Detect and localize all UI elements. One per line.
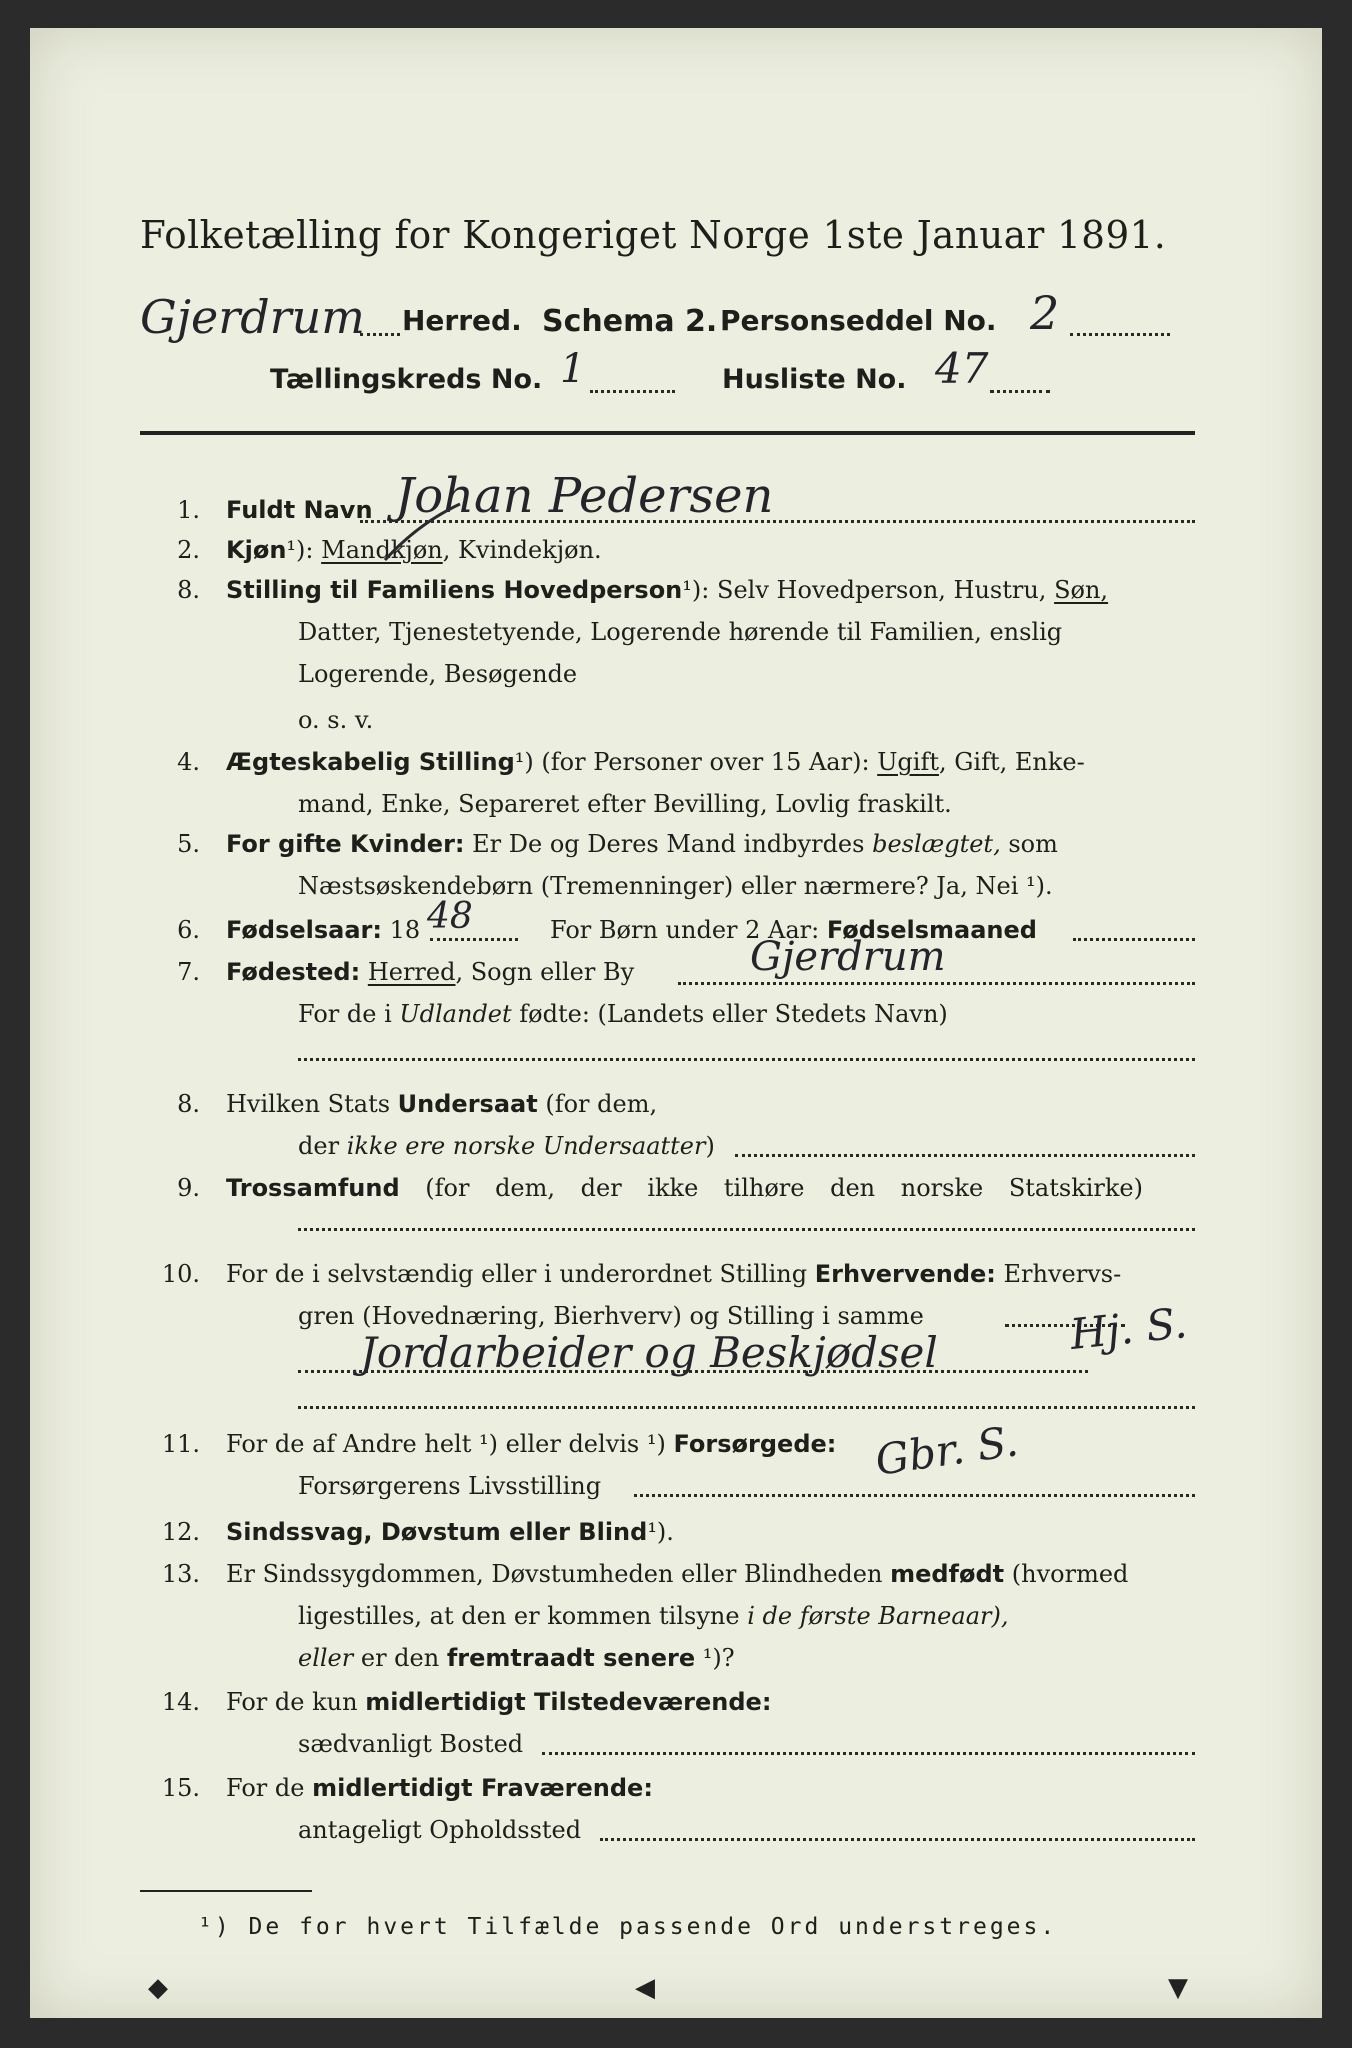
- q15-line2: antageligt Opholdssted: [298, 1816, 582, 1844]
- q14-dots: [542, 1752, 1195, 1755]
- census-form-page: [30, 28, 1322, 2018]
- q2-number: 2.: [177, 536, 200, 564]
- footnote: ¹) De for hvert Tilfælde passende Ord understreges.: [198, 1914, 1058, 1940]
- q15-line1b: midlertidigt Fraværende:: [312, 1774, 653, 1802]
- q4-option-selected: Ugift: [877, 748, 939, 776]
- q13-line1a: Er Sindssygdommen, Døvstumheden eller Blindheden: [226, 1560, 883, 1588]
- q1-answer: Johan Pedersen: [395, 468, 774, 524]
- q13-line1b: medfødt: [890, 1560, 1005, 1588]
- schema-label: Schema 2.: [542, 304, 718, 339]
- q13-line3b: er den: [360, 1644, 440, 1672]
- q2-rest: , Kvindekjøn.: [442, 536, 602, 564]
- q13-line2a: ligestilles, at den er kommen tilsyne: [298, 1602, 740, 1630]
- herred-value: Gjerdrum: [140, 290, 365, 344]
- q11-line1b: Forsørgede:: [673, 1430, 837, 1458]
- q12-rest: ¹).: [647, 1518, 674, 1546]
- q11-line1a: For de af Andre helt ¹) eller delvis ¹): [226, 1430, 666, 1458]
- q7-dots: [678, 982, 1195, 985]
- q8-line1b: Undersaat: [397, 1090, 538, 1118]
- q8-number: 8.: [177, 1090, 200, 1118]
- q10-number: 10.: [161, 1260, 200, 1288]
- q9-rest: (for dem, der ikke tilhøre den norske Statskirke): [425, 1174, 1143, 1202]
- q5-line2: Næstsøskendebørn (Tremenninger) eller nærmere? Ja, Nei ¹).: [298, 872, 1053, 900]
- form-title: Folketælling for Kongeriget Norge 1ste Januar 1891.: [140, 213, 1167, 257]
- q7-line2b: Udlandet: [399, 1000, 512, 1028]
- q6-number: 6.: [177, 916, 200, 944]
- q2-label: Kjøn: [226, 536, 287, 564]
- q3-line3: Logerende, Besøgende: [298, 660, 578, 688]
- q11-line2: Forsørgerens Livsstilling: [298, 1472, 602, 1500]
- q10-dots-answer: [298, 1370, 1088, 1373]
- q8-line2c: ): [705, 1132, 715, 1160]
- q5-line1b: beslægtet,: [872, 830, 1001, 858]
- q13-line3d: ¹)?: [702, 1644, 735, 1672]
- q6-mid: For Børn under 2 Aar:: [550, 916, 820, 944]
- q4-label: Ægteskabelig Stilling: [226, 748, 515, 776]
- q1-dots: [360, 520, 1195, 523]
- q7-option-selected: Herred: [367, 958, 456, 986]
- q8-line1c: (for dem,: [545, 1090, 658, 1118]
- q4-sup: ¹): [514, 748, 534, 776]
- q2-sup: ¹):: [286, 536, 314, 564]
- q10-line1a: For de i selvstændig eller i underordnet Stilling: [226, 1260, 808, 1288]
- q15-line1a: For de: [226, 1774, 305, 1802]
- q15-number: 15.: [161, 1774, 200, 1802]
- husliste-label: Husliste No.: [722, 364, 907, 395]
- q6-prefix: 18: [389, 916, 421, 944]
- q14-line1b: midlertidigt Tilstedeværende:: [365, 1688, 772, 1716]
- q4-pre: (for Personer over 15 Aar):: [541, 748, 870, 776]
- q13-line3c: fremtraadt senere: [446, 1644, 696, 1672]
- q6-dots-year: [430, 938, 518, 941]
- q11-dots: [634, 1494, 1195, 1497]
- q7-dots-line2: [298, 1058, 1195, 1061]
- q12-label: Sindssvag, Døvstum eller Blind: [226, 1518, 648, 1546]
- q15-dots: [600, 1838, 1195, 1841]
- personseddel-dots: [1070, 333, 1170, 336]
- q8-line2b: ikke ere norske Undersaatter: [346, 1132, 706, 1160]
- q5-label: For gifte Kvinder:: [226, 830, 465, 858]
- q2-option-selected: Mandkjøn: [321, 536, 443, 564]
- q10-answer: Jordarbeider og Beskjødsel: [360, 1328, 938, 1377]
- q11-margin-code: Gbr. S.: [872, 1416, 1021, 1485]
- q9-number: 9.: [177, 1174, 200, 1202]
- q5-line1a: Er De og Deres Mand indbyrdes: [472, 830, 865, 858]
- q7-answer: Gjerdrum: [750, 934, 946, 980]
- q13-line3a: eller: [298, 1644, 354, 1672]
- q3-number: 8.: [177, 576, 200, 604]
- q7-rest: , Sogn eller By: [455, 958, 635, 986]
- q3-line1: Selv Hovedperson, Hustru,: [717, 576, 1047, 604]
- q7-label: Fødested:: [226, 958, 361, 986]
- q6-label: Fødselsaar:: [226, 916, 382, 944]
- q4-line2: mand, Enke, Separeret efter Bevilling, Lovlig fraskilt.: [298, 790, 952, 818]
- q3-option-selected: Søn,: [1054, 576, 1109, 604]
- q5-number: 5.: [177, 830, 200, 858]
- husliste-dots: [990, 390, 1050, 393]
- q11-number: 11.: [161, 1430, 200, 1458]
- kreds-value: 1: [560, 346, 586, 392]
- kreds-label: Tællingskreds No.: [270, 364, 543, 395]
- personseddel-label: Personseddel No.: [720, 304, 997, 337]
- q13-number: 13.: [161, 1560, 200, 1588]
- q10-line2: gren (Hovednæring, Bierhverv) og Stilling i samme: [298, 1302, 924, 1330]
- header-rule: [140, 431, 1195, 435]
- herred-label: Herred.: [402, 304, 522, 337]
- q7-number: 7.: [177, 958, 200, 986]
- q6-year: 48: [427, 896, 473, 937]
- q2-pen-stroke: [375, 498, 465, 568]
- q3-label: Stilling til Familiens Hovedperson: [226, 576, 683, 604]
- q10-line1b: Erhvervende:: [814, 1260, 996, 1288]
- q8-line1a: Hvilken Stats: [226, 1090, 391, 1118]
- personseddel-value: 2: [1030, 286, 1060, 340]
- q6-label2: Fødselsmaaned: [826, 916, 1037, 944]
- q9-dots: [298, 1228, 1195, 1231]
- q5-line1c: som: [1008, 830, 1058, 858]
- q4-rest: , Gift, Enke-: [938, 748, 1085, 776]
- q14-line2: sædvanligt Bosted: [298, 1730, 524, 1758]
- q10-margin-code: Hj. S.: [1067, 1298, 1190, 1359]
- q3-line2: Datter, Tjenestetyende, Logerende hørende til Familien, enslig: [298, 618, 1063, 646]
- q8-line2a: der: [298, 1132, 340, 1160]
- q13-line2b: i de første Barneaar),: [747, 1602, 1009, 1630]
- footnote-rule: [140, 1890, 312, 1892]
- q4-number: 4.: [177, 748, 200, 776]
- q1-number: 1.: [177, 496, 200, 524]
- q10-line1c: Erhvervs-: [1003, 1260, 1122, 1288]
- kreds-dots: [590, 390, 675, 393]
- corner-mark-right-icon: ▼: [1168, 1973, 1188, 2003]
- q3-sup: ¹):: [682, 576, 710, 604]
- q14-number: 14.: [161, 1688, 200, 1716]
- q7-line2c: fødte: (Landets eller Stedets Navn): [519, 1000, 948, 1028]
- q8-dots: [735, 1154, 1195, 1157]
- herred-dots: [360, 333, 400, 336]
- husliste-value: 47: [935, 344, 989, 393]
- arrow-mark-icon: ◀: [635, 1973, 655, 2003]
- q14-line1a: For de kun: [226, 1688, 358, 1716]
- q1-label: Fuldt Navn: [226, 496, 373, 524]
- q12-number: 12.: [161, 1518, 200, 1546]
- q9-label: Trossamfund: [226, 1174, 400, 1202]
- q3-line4: o. s. v.: [298, 706, 374, 734]
- q7-line2a: For de i: [298, 1000, 392, 1028]
- q10-dots-line4: [298, 1406, 1195, 1409]
- corner-mark-left-icon: ◆: [148, 1973, 168, 2003]
- q13-line1c: (hvormed: [1011, 1560, 1129, 1588]
- q6-dots-month: [1073, 938, 1195, 941]
